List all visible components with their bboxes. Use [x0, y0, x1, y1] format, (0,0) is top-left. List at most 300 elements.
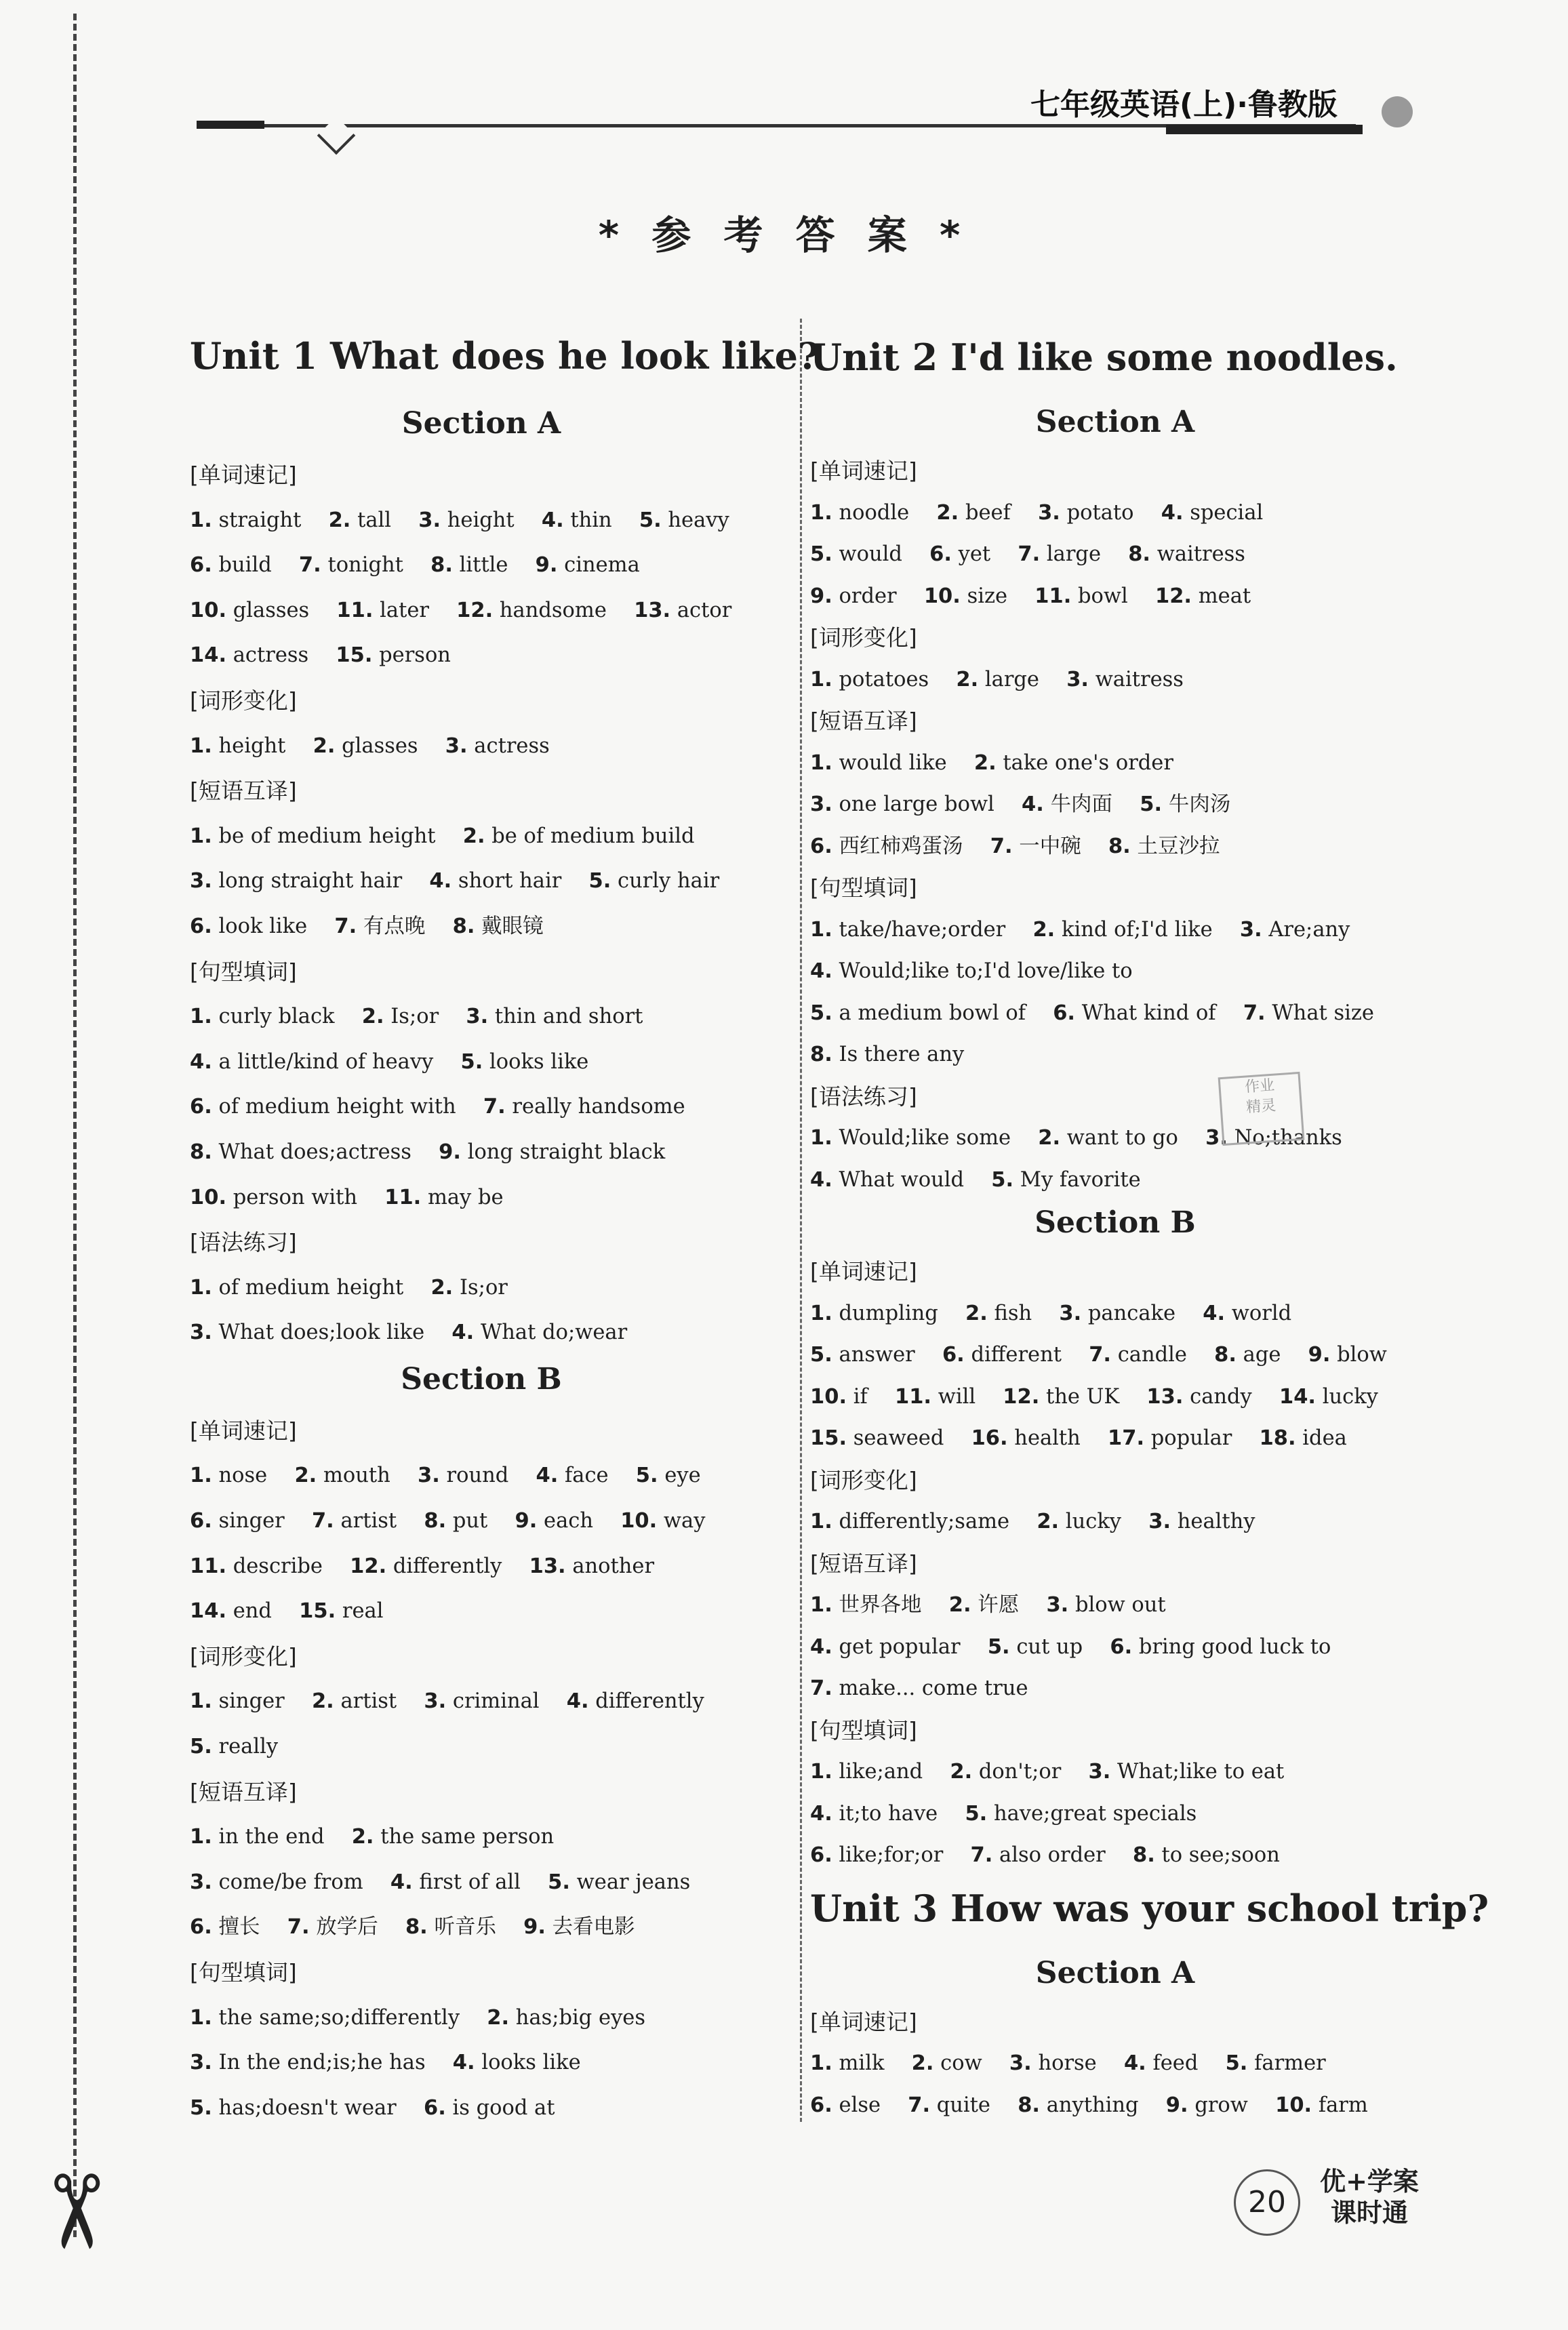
- answer-line: [810, 992, 1420, 1035]
- answer-number: 1.: [810, 1593, 832, 1617]
- answer-number: 1.: [810, 500, 832, 525]
- exercise-tag: [句型填词]: [190, 958, 297, 985]
- answer-text: large: [1046, 542, 1101, 566]
- cut-line: [73, 14, 77, 2237]
- answer-number: 12.: [456, 598, 494, 622]
- answer-text: lucky: [1322, 1384, 1378, 1409]
- answer-line: [190, 1679, 773, 1725]
- answer-number: 5.: [1140, 792, 1163, 816]
- answer-text: each: [544, 1509, 593, 1533]
- answer-number: 1.: [190, 1275, 212, 1300]
- answer-number: 2.: [294, 1464, 317, 1488]
- answer-number: 4.: [810, 1167, 832, 1192]
- brand-logo: [1302, 2166, 1437, 2228]
- answer-number: 3.: [1088, 1760, 1111, 1784]
- answer-text: may be: [427, 1185, 504, 1209]
- answer-number: 7.: [311, 1509, 334, 1533]
- answer-text: blow out: [1074, 1593, 1166, 1617]
- page-title: * 参 考 答 案 *: [598, 212, 970, 258]
- answer-number: 4.: [452, 2051, 475, 2075]
- answer-line: [810, 1834, 1420, 1876]
- answer-text: end: [233, 1599, 272, 1624]
- answer-text: 有点晚: [363, 914, 426, 938]
- answer-number: 2.: [973, 750, 997, 775]
- answer-line: [810, 1501, 1420, 1543]
- answer-text: height: [447, 508, 515, 532]
- answer-text: milk: [839, 2051, 885, 2075]
- answer-number: 2.: [487, 2005, 510, 2030]
- answer-text: straight: [218, 508, 302, 532]
- answer-text: feed: [1152, 2051, 1199, 2075]
- answer-number: 9.: [515, 1509, 538, 1533]
- answer-number: 2.: [328, 508, 351, 532]
- answer-text: build: [218, 553, 272, 578]
- answer-number: 7.: [1089, 1343, 1111, 1367]
- right-column: [810, 325, 1489, 2126]
- answer-number: 2.: [1038, 1126, 1061, 1150]
- answer-text: the UK: [1046, 1384, 1120, 1409]
- answer-line: [810, 492, 1420, 534]
- answer-text: would like: [839, 750, 947, 775]
- exercise-tag: [单词速记]: [810, 2008, 917, 2035]
- answer-text: What;like to eat: [1117, 1760, 1285, 1784]
- answer-line: [810, 1376, 1420, 1418]
- answer-number: 3.: [466, 1005, 489, 1029]
- answer-text: No;thanks: [1234, 1126, 1342, 1150]
- answer-number: 14.: [190, 1599, 227, 1624]
- exercise-tag: [短语互译]: [190, 778, 297, 805]
- answer-line: [190, 543, 773, 588]
- answer-text: put: [452, 1509, 488, 1533]
- answer-number: 11.: [894, 1384, 932, 1409]
- section-heading: Section B: [401, 1361, 562, 1397]
- exercise-tag: [语法练习]: [190, 1229, 297, 1256]
- answer-number: 4.: [566, 1689, 589, 1714]
- answer-text: 土豆沙拉: [1137, 834, 1220, 858]
- answer-number: 3.: [445, 734, 468, 758]
- scissors-icon: ✂: [16, 2169, 134, 2255]
- answer-number: 1.: [190, 1825, 212, 1849]
- answer-text: like;for;or: [839, 1843, 944, 1867]
- answer-text: potatoes: [839, 667, 929, 691]
- answer-number: 6.: [929, 542, 952, 566]
- answer-number: 10.: [923, 584, 961, 608]
- answer-number: 9.: [810, 584, 832, 608]
- answer-number: 14.: [1279, 1384, 1316, 1409]
- answer-text: Is;or: [390, 1005, 439, 1029]
- answer-text: Would;like to;I'd love/like to: [839, 959, 1133, 983]
- answer-text: the same;so;differently: [218, 2005, 460, 2030]
- answer-number: 6.: [423, 2095, 446, 2120]
- answer-number: 5.: [548, 1870, 570, 1894]
- answer-number: 13.: [1146, 1384, 1184, 1409]
- answer-number: 16.: [971, 1426, 1008, 1450]
- answer-line: [190, 1310, 773, 1356]
- answer-number: 3.: [190, 1321, 212, 1345]
- section-heading: Section A: [401, 406, 561, 441]
- answer-number: 4.: [541, 508, 564, 532]
- answer-text: health: [1014, 1426, 1081, 1450]
- answer-number: 9.: [439, 1140, 461, 1164]
- column-divider: [800, 319, 802, 2122]
- unit-heading: Unit 3 How was your school trip?: [810, 1886, 1489, 1930]
- answer-text: different: [971, 1343, 1062, 1367]
- exercise-tag: [词形变化]: [810, 624, 917, 651]
- answer-line: [190, 1085, 773, 1130]
- answer-text: curly hair: [618, 869, 720, 893]
- answer-line: [190, 1499, 773, 1544]
- answer-text: singer: [218, 1509, 285, 1533]
- answer-text: another: [572, 1554, 655, 1578]
- answer-text: mouth: [323, 1464, 390, 1488]
- stamp-watermark: 作业 精灵: [1218, 1072, 1305, 1146]
- answer-line: [190, 995, 773, 1040]
- answer-line: [190, 1996, 773, 2041]
- exercise-tag: [单词速记]: [190, 1417, 297, 1444]
- answer-text: grow: [1194, 2093, 1248, 2117]
- answer-text: bowl: [1078, 584, 1128, 608]
- answer-line: [190, 814, 773, 860]
- answer-text: size: [967, 584, 1008, 608]
- answer-text: candy: [1190, 1384, 1252, 1409]
- answer-number: 3.: [190, 2051, 212, 2075]
- answer-text: be of medium build: [491, 824, 695, 848]
- answer-text: What do;wear: [480, 1321, 628, 1345]
- answer-number: 3.: [1038, 500, 1060, 525]
- exercise-tag: [短语互译]: [810, 708, 917, 734]
- answer-text: order: [839, 584, 897, 608]
- answer-text: looks like: [481, 2051, 581, 2075]
- answer-number: 6.: [810, 834, 832, 858]
- answer-number: 5.: [635, 1464, 658, 1488]
- answer-number: 4.: [390, 1870, 413, 1894]
- answer-number: 6.: [190, 1915, 212, 1940]
- answer-number: 5.: [810, 1001, 832, 1025]
- answer-text: real: [342, 1599, 384, 1624]
- answer-number: 4.: [810, 959, 832, 983]
- exercise-tag: [句型填词]: [810, 1716, 917, 1744]
- answer-number: 9.: [523, 1915, 546, 1940]
- answer-number: 2.: [351, 1825, 374, 1849]
- answer-number: 3.: [1009, 2051, 1032, 2075]
- answer-text: What does;actress: [218, 1140, 411, 1164]
- answer-number: 1.: [810, 917, 832, 942]
- answer-number: 4.: [810, 1634, 832, 1659]
- answer-text: little: [459, 553, 508, 578]
- answer-line: [810, 1668, 1420, 1710]
- answer-line: [810, 1418, 1420, 1460]
- answer-text: thin and short: [494, 1005, 643, 1029]
- answer-text: of medium height with: [218, 1095, 456, 1119]
- exercise-tag: [句型填词]: [810, 875, 917, 901]
- answer-number: 8.: [810, 1043, 832, 1066]
- answer-number: 5.: [810, 542, 832, 566]
- answer-number: 6.: [1110, 1634, 1133, 1659]
- answer-line: [190, 498, 773, 544]
- answer-text: has;big eyes: [515, 2005, 646, 2030]
- answer-number: 14.: [190, 643, 227, 668]
- answer-text: nose: [218, 1464, 268, 1488]
- exercise-tag: [单词速记]: [810, 1258, 917, 1285]
- header-rule-accent-right: [1166, 125, 1363, 134]
- answer-text: anything: [1046, 2093, 1139, 2117]
- answer-number: 13.: [529, 1554, 566, 1578]
- answer-text: way: [663, 1509, 706, 1533]
- answer-number: 2.: [430, 1275, 454, 1300]
- answer-number: 7.: [1018, 542, 1041, 566]
- answer-number: 11.: [190, 1554, 227, 1578]
- answer-number: 1.: [190, 2005, 212, 2030]
- answer-text: meat: [1198, 584, 1251, 608]
- answer-text: person: [379, 643, 451, 668]
- answer-text: 戴眼镜: [481, 914, 544, 938]
- answer-number: 3.: [424, 1689, 447, 1714]
- answer-number: 4.: [451, 1321, 475, 1345]
- answer-number: 3.: [810, 792, 832, 816]
- answer-number: 1.: [810, 1126, 832, 1150]
- exercise-tag: [词形变化]: [190, 1643, 297, 1670]
- answer-text: would: [839, 542, 902, 566]
- answer-text: come/be from: [218, 1870, 363, 1894]
- answer-number: 5.: [639, 508, 662, 532]
- answer-number: 8.: [1108, 834, 1131, 858]
- answer-number: 1.: [810, 1510, 832, 1533]
- answer-number: 1.: [190, 734, 212, 758]
- answer-line: [810, 1117, 1420, 1159]
- answer-number: 2.: [948, 1593, 971, 1617]
- answer-text: tonight: [327, 553, 403, 578]
- answer-text: get popular: [839, 1634, 961, 1659]
- answer-number: 9.: [1308, 1343, 1331, 1367]
- answer-text: wear jeans: [576, 1870, 691, 1894]
- answer-text: thin: [570, 508, 612, 532]
- answer-number: 3.: [190, 1870, 212, 1894]
- answer-number: 7.: [298, 553, 321, 578]
- answer-text: farmer: [1254, 2051, 1326, 2075]
- answer-text: glasses: [342, 734, 418, 758]
- answer-text: one large bowl: [839, 792, 994, 816]
- answer-text: later: [380, 598, 429, 622]
- answer-text: tall: [357, 508, 392, 532]
- answer-number: 10.: [190, 1185, 227, 1209]
- answer-number: 8.: [452, 914, 475, 938]
- answer-text: differently: [393, 1554, 502, 1578]
- answer-text: pancake: [1087, 1301, 1176, 1325]
- answer-line: [190, 633, 773, 679]
- answer-text: 听音乐: [434, 1915, 496, 1940]
- answer-text: the same person: [380, 1825, 555, 1849]
- answer-number: 2.: [911, 2051, 934, 2075]
- answer-number: 8.: [1128, 542, 1151, 566]
- answer-text: farm: [1318, 2093, 1368, 2117]
- answer-line: [190, 1266, 773, 1311]
- answer-number: 3.: [417, 1464, 440, 1488]
- answer-text: is good at: [452, 2095, 555, 2120]
- answer-number: 6.: [1053, 1001, 1076, 1025]
- answer-text: yet: [958, 542, 991, 566]
- answer-text: 放学后: [316, 1915, 378, 1940]
- answer-text: take one's order: [1003, 750, 1173, 775]
- answer-text: dumpling: [839, 1301, 938, 1325]
- answer-line: [810, 909, 1420, 951]
- answer-text: of medium height: [218, 1275, 404, 1300]
- answer-text: else: [839, 2093, 881, 2117]
- answer-line: [190, 1040, 773, 1085]
- answer-number: 12.: [1003, 1384, 1040, 1409]
- answer-text: take/have;order: [839, 917, 1006, 942]
- answer-line: [190, 1860, 773, 1906]
- answer-number: 3.: [1066, 667, 1089, 691]
- answer-text: blow: [1337, 1343, 1387, 1367]
- answer-number: 10.: [620, 1509, 658, 1533]
- answer-text: don't;or: [978, 1760, 1062, 1784]
- answer-text: artist: [340, 1509, 397, 1533]
- answer-number: 4.: [536, 1464, 559, 1488]
- answer-number: 1.: [190, 824, 212, 848]
- answer-number: 9.: [1165, 2093, 1188, 2117]
- answer-text: really: [218, 1735, 279, 1759]
- answer-number: 15.: [810, 1426, 847, 1450]
- answer-text: look like: [218, 914, 308, 938]
- unit-heading: Unit 1 What does he look like?: [190, 334, 820, 378]
- answer-number: 10.: [810, 1384, 847, 1409]
- answer-line: [190, 859, 773, 904]
- answer-number: 6.: [190, 1095, 212, 1119]
- answer-number: 8.: [190, 1140, 212, 1164]
- answer-text: healthy: [1177, 1510, 1255, 1533]
- answer-text: long straight hair: [218, 869, 403, 893]
- unit-heading: Unit 2 I'd like some noodles.: [810, 336, 1398, 379]
- answer-number: 5.: [987, 1634, 1010, 1659]
- answer-text: singer: [218, 1689, 285, 1714]
- exercise-tag: [词形变化]: [190, 687, 297, 714]
- answer-number: 5.: [1225, 2051, 1248, 2075]
- answer-text: be of medium height: [218, 824, 436, 848]
- answer-line: [190, 1176, 773, 1221]
- header-title: 七年级英语(上)·鲁教版: [1030, 87, 1338, 122]
- header-rule-accent-left: [197, 121, 264, 129]
- exercise-tag: [词形变化]: [810, 1466, 917, 1493]
- answer-line: [190, 1589, 773, 1634]
- answer-text: quite: [936, 2093, 990, 2117]
- answer-number: 12.: [1154, 584, 1192, 608]
- answer-line: [190, 724, 773, 769]
- answer-text: 西红柿鸡蛋汤: [839, 834, 963, 858]
- answer-line: [810, 1159, 1420, 1201]
- answer-number: 6.: [190, 914, 212, 938]
- answer-number: 6.: [190, 553, 212, 578]
- answer-number: 2.: [950, 1760, 973, 1784]
- answer-text: really handsome: [512, 1095, 685, 1119]
- answer-text: potato: [1066, 500, 1134, 525]
- answer-number: 17.: [1108, 1426, 1145, 1450]
- section-heading: Section A: [1035, 1955, 1195, 1990]
- answer-number: 15.: [336, 643, 373, 668]
- answer-text: eye: [664, 1464, 701, 1488]
- answer-text: a little/kind of heavy: [218, 1049, 434, 1074]
- answer-number: 11.: [1034, 584, 1072, 608]
- answer-text: to see;soon: [1161, 1843, 1280, 1867]
- answer-text: 许愿: [978, 1593, 1020, 1617]
- answer-number: 3.: [1148, 1510, 1171, 1533]
- answer-number: 5.: [965, 1801, 988, 1826]
- answer-text: long straight black: [467, 1140, 666, 1164]
- answer-number: 10.: [1275, 2093, 1312, 2117]
- answer-text: beef: [965, 500, 1011, 525]
- answer-text: round: [446, 1464, 509, 1488]
- answer-text: Are;any: [1268, 917, 1350, 942]
- answer-line: [810, 1334, 1420, 1376]
- answer-text: handsome: [499, 598, 607, 622]
- answer-text: Is;or: [459, 1275, 508, 1300]
- answer-text: 去看电影: [552, 1915, 635, 1940]
- answer-number: 6.: [810, 1843, 832, 1867]
- answer-number: 7.: [483, 1095, 506, 1119]
- answer-text: has;doesn't wear: [218, 2095, 397, 2120]
- answer-text: if: [853, 1384, 868, 1409]
- answer-number: 3.: [1239, 917, 1262, 942]
- answer-text: noodle: [839, 500, 910, 525]
- answer-text: height: [218, 734, 286, 758]
- section-heading: Section B: [1034, 1205, 1196, 1240]
- answer-number: 4.: [1123, 2051, 1146, 2075]
- answer-text: have;great specials: [993, 1801, 1197, 1826]
- answer-text: bring good luck to: [1138, 1634, 1331, 1659]
- answer-number: 5.: [460, 1049, 483, 1074]
- answer-number: 2.: [462, 824, 485, 848]
- answer-text: want to go: [1066, 1126, 1178, 1150]
- answer-line: [810, 742, 1420, 784]
- answer-line: [190, 904, 773, 950]
- answer-text: actress: [474, 734, 550, 758]
- header-notch-icon: [317, 117, 356, 155]
- answer-text: like;and: [839, 1760, 923, 1784]
- answer-number: 8.: [1214, 1343, 1237, 1367]
- answer-text: curly black: [218, 1005, 335, 1029]
- answer-number: 8.: [1018, 2093, 1040, 2117]
- answer-line: [190, 1544, 773, 1590]
- answer-number: 15.: [299, 1599, 336, 1624]
- answer-text: differently: [595, 1689, 704, 1714]
- answer-number: 4.: [810, 1801, 832, 1826]
- answer-number: 5.: [190, 2095, 212, 2120]
- answer-number: 7.: [810, 1676, 832, 1700]
- answer-text: popular: [1150, 1426, 1232, 1450]
- answer-line: [810, 1584, 1420, 1626]
- answer-number: 4.: [1161, 500, 1184, 525]
- answer-text: 擅长: [218, 1915, 260, 1940]
- answer-text: seaweed: [853, 1426, 944, 1450]
- answer-number: 2.: [1037, 1510, 1060, 1533]
- answer-text: What would: [839, 1167, 965, 1192]
- answer-text: a medium bowl of: [839, 1001, 1026, 1025]
- answer-text: waitress: [1157, 542, 1245, 566]
- answer-text: special: [1190, 500, 1264, 525]
- answer-number: 6.: [942, 1343, 965, 1367]
- answer-number: 1.: [810, 2051, 832, 2075]
- answer-text: in the end: [218, 1825, 325, 1849]
- answer-text: heavy: [668, 508, 729, 532]
- answer-text: it;to have: [839, 1801, 938, 1826]
- answer-number: 2.: [965, 1301, 988, 1325]
- answer-line: [810, 576, 1420, 618]
- answer-number: 12.: [350, 1554, 387, 1578]
- answer-text: What does;look like: [218, 1321, 425, 1345]
- answer-text: differently;same: [839, 1510, 1010, 1533]
- answer-line: [190, 2041, 773, 2086]
- answer-text: candle: [1117, 1343, 1187, 1367]
- answer-number: 13.: [634, 598, 671, 622]
